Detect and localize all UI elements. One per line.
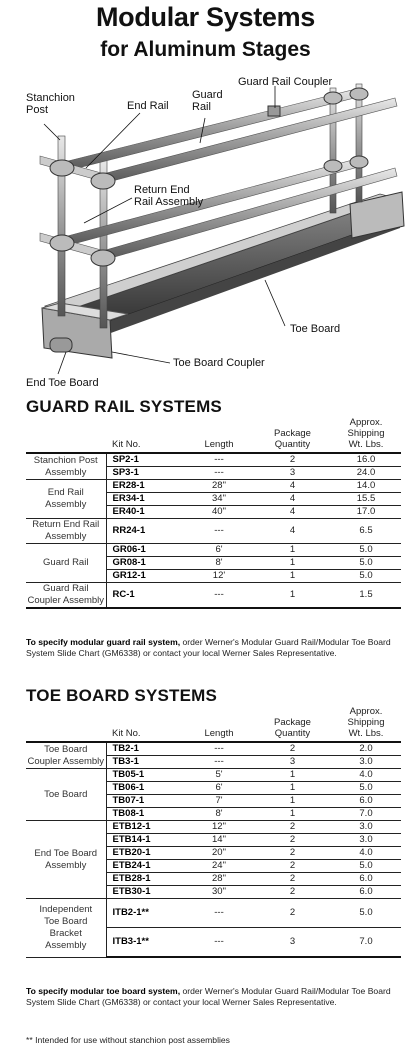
- length-cell: 40": [184, 506, 254, 519]
- length-cell: 28": [184, 480, 254, 493]
- length-cell: ---: [184, 899, 254, 928]
- kit-no-cell: TB07-1: [106, 795, 184, 808]
- page-subtitle: for Aluminum Stages: [100, 38, 311, 61]
- kit-no-cell: ETB28-1: [106, 873, 184, 886]
- stage-guard-rail-illustration: [0, 68, 411, 393]
- length-cell: 12": [184, 821, 254, 834]
- length-cell: 8': [184, 557, 254, 570]
- col-group: [26, 706, 106, 742]
- quantity-cell: 4: [254, 519, 331, 544]
- length-cell: 30": [184, 886, 254, 899]
- quantity-cell: 2: [254, 834, 331, 847]
- quantity-cell: 2: [254, 821, 331, 834]
- weight-cell: 7.0: [331, 808, 401, 821]
- group-name-cell: End Rail Assembly: [26, 480, 106, 519]
- weight-cell: 4.0: [331, 769, 401, 782]
- kit-no-cell: ER34-1: [106, 493, 184, 506]
- table-row: [26, 480, 401, 493]
- toe-board-end-knob: [50, 338, 72, 352]
- group-name-cell: Guard Rail: [26, 544, 106, 583]
- weight-cell: 15.5: [331, 493, 401, 506]
- kit-no-cell: SP3-1: [106, 467, 184, 480]
- length-cell: 12': [184, 570, 254, 583]
- weight-cell: 3.0: [331, 821, 401, 834]
- length-cell: 6': [184, 782, 254, 795]
- weight-cell: 6.0: [331, 873, 401, 886]
- weight-cell: 24.0: [331, 467, 401, 480]
- kit-no-cell: ETB14-1: [106, 834, 184, 847]
- label-guard-rail: Guard Rail: [192, 89, 223, 113]
- quantity-cell: 4: [254, 493, 331, 506]
- col-kit-no: Kit No.: [106, 706, 184, 742]
- kit-no-cell: GR08-1: [106, 557, 184, 570]
- length-cell: ---: [184, 453, 254, 467]
- col-kit-no: Kit No.: [106, 417, 184, 453]
- group-name-cell: Toe Board: [26, 769, 106, 821]
- quantity-cell: 2: [254, 847, 331, 860]
- col-length: Length: [184, 417, 254, 453]
- weight-cell: 5.0: [331, 557, 401, 570]
- weight-cell: 6.0: [331, 886, 401, 899]
- kit-no-cell: TB06-1: [106, 782, 184, 795]
- length-cell: 20": [184, 847, 254, 860]
- col-weight: Approx. Shipping Wt. Lbs.: [331, 417, 401, 453]
- length-cell: 34": [184, 493, 254, 506]
- kit-no-cell: GR12-1: [106, 570, 184, 583]
- quantity-cell: 2: [254, 886, 331, 899]
- length-cell: 24": [184, 860, 254, 873]
- length-cell: ---: [184, 467, 254, 480]
- kit-no-cell: ETB24-1: [106, 860, 184, 873]
- length-cell: ---: [184, 519, 254, 544]
- label-toe-board-coupler: Toe Board Coupler: [173, 357, 265, 369]
- quantity-cell: 3: [254, 928, 331, 958]
- quantity-cell: 2: [254, 899, 331, 928]
- length-cell: 5': [184, 769, 254, 782]
- quantity-cell: 3: [254, 467, 331, 480]
- weight-cell: 7.0: [331, 928, 401, 958]
- table-row: [26, 583, 401, 609]
- group-name-cell: Return End Rail Assembly: [26, 519, 106, 544]
- kit-no-cell: ITB2-1**: [106, 899, 184, 928]
- kit-no-cell: ETB30-1: [106, 886, 184, 899]
- length-cell: ---: [184, 928, 254, 958]
- quantity-cell: 1: [254, 583, 331, 609]
- col-weight: Approx. Shipping Wt. Lbs.: [331, 706, 401, 742]
- kit-no-cell: ETB20-1: [106, 847, 184, 860]
- quantity-cell: 1: [254, 544, 331, 557]
- weight-cell: 5.0: [331, 782, 401, 795]
- kit-no-cell: ER28-1: [106, 480, 184, 493]
- length-cell: 14": [184, 834, 254, 847]
- quantity-cell: 4: [254, 506, 331, 519]
- weight-cell: 4.0: [331, 847, 401, 860]
- quantity-cell: 4: [254, 480, 331, 493]
- guard-rail-table: [26, 417, 401, 609]
- col-package-qty: Package Quantity: [254, 417, 331, 453]
- table-row: [26, 769, 401, 782]
- table-row: [26, 544, 401, 557]
- kit-no-cell: TB3-1: [106, 756, 184, 769]
- kit-no-cell: ER40-1: [106, 506, 184, 519]
- kit-no-cell: TB08-1: [106, 808, 184, 821]
- quantity-cell: 2: [254, 860, 331, 873]
- quantity-cell: 1: [254, 808, 331, 821]
- weight-cell: 6.0: [331, 795, 401, 808]
- kit-no-cell: ITB3-1**: [106, 928, 184, 958]
- label-return-end-rail: Return End Rail Assembly: [134, 184, 204, 208]
- page-title: Modular Systems: [95, 2, 316, 32]
- quantity-cell: 2: [254, 873, 331, 886]
- weight-cell: 3.0: [331, 756, 401, 769]
- kit-no-cell: RR24-1: [106, 519, 184, 544]
- group-name-cell: Guard Rail Coupler Assembly: [27, 583, 105, 606]
- kit-no-cell: RC-1: [106, 583, 184, 609]
- toe-board-table: [26, 706, 401, 958]
- table-row: [26, 899, 401, 928]
- label-guard-rail-coupler: Guard Rail Coupler: [238, 76, 333, 88]
- label-stanchion-post: Stanchion Post: [26, 92, 75, 116]
- quantity-cell: 1: [254, 570, 331, 583]
- table-row: [26, 453, 401, 467]
- quantity-cell: 2: [254, 453, 331, 467]
- weight-cell: 5.0: [331, 544, 401, 557]
- weight-cell: 2.0: [331, 742, 401, 756]
- weight-cell: 6.5: [331, 519, 401, 544]
- quantity-cell: 1: [254, 557, 331, 570]
- table-row: [26, 821, 401, 834]
- group-name-cell: Independent Toe Board Bracket Assembly: [26, 899, 106, 958]
- label-toe-board: Toe Board: [290, 323, 341, 335]
- group-name-cell: Stanchion Post Assembly: [26, 453, 106, 480]
- length-cell: 7': [184, 795, 254, 808]
- kit-no-cell: GR06-1: [106, 544, 184, 557]
- weight-cell: 16.0: [331, 453, 401, 467]
- kit-no-cell: ETB12-1: [106, 821, 184, 834]
- quantity-cell: 1: [254, 782, 331, 795]
- length-cell: 6': [184, 544, 254, 557]
- length-cell: 28": [184, 873, 254, 886]
- group-name-cell: Toe Board Coupler Assembly: [27, 743, 105, 767]
- col-group: [26, 417, 106, 453]
- toe-board-heading: TOE BOARD SYSTEMS: [26, 686, 218, 705]
- weight-cell: 17.0: [331, 506, 401, 519]
- quantity-cell: 2: [254, 742, 331, 756]
- length-cell: ---: [184, 756, 254, 769]
- weight-cell: 5.0: [331, 899, 401, 928]
- kit-no-cell: TB05-1: [106, 769, 184, 782]
- weight-cell: 1.5: [331, 583, 401, 609]
- length-cell: 8': [184, 808, 254, 821]
- length-cell: ---: [184, 742, 254, 756]
- weight-cell: 14.0: [331, 480, 401, 493]
- quantity-cell: 3: [254, 756, 331, 769]
- quantity-cell: 1: [254, 795, 331, 808]
- label-end-toe-board: End Toe Board: [26, 377, 99, 389]
- footnote: ** Intended for use without stanchion post assemblies: [26, 1035, 230, 1045]
- label-end-rail: End Rail: [127, 100, 169, 112]
- col-length: Length: [184, 706, 254, 742]
- group-name-cell: End Toe Board Assembly: [26, 821, 106, 899]
- kit-no-cell: SP2-1: [106, 453, 184, 467]
- guard-rail-note: To specify modular guard rail system, order Werner's Modular Guard Rail/Modular Toe Board System Slide Chart (GM6338) or contact your local Werner Sales Representative.: [26, 637, 391, 658]
- table-row: [26, 742, 401, 756]
- col-package-qty: Package Quantity: [254, 706, 331, 742]
- toe-board-note: To specify modular toe board system, order Werner's Modular Guard Rail/Modular Toe Board System Slide Chart (GM6338) or contact your local Werner Sales Representative.: [26, 986, 391, 1007]
- weight-cell: 5.0: [331, 570, 401, 583]
- length-cell: ---: [184, 583, 254, 609]
- kit-no-cell: TB2-1: [106, 742, 184, 756]
- table-row: [26, 519, 401, 544]
- weight-cell: 5.0: [331, 860, 401, 873]
- quantity-cell: 1: [254, 769, 331, 782]
- weight-cell: 3.0: [331, 834, 401, 847]
- guard-rail-heading: GUARD RAIL SYSTEMS: [26, 397, 222, 416]
